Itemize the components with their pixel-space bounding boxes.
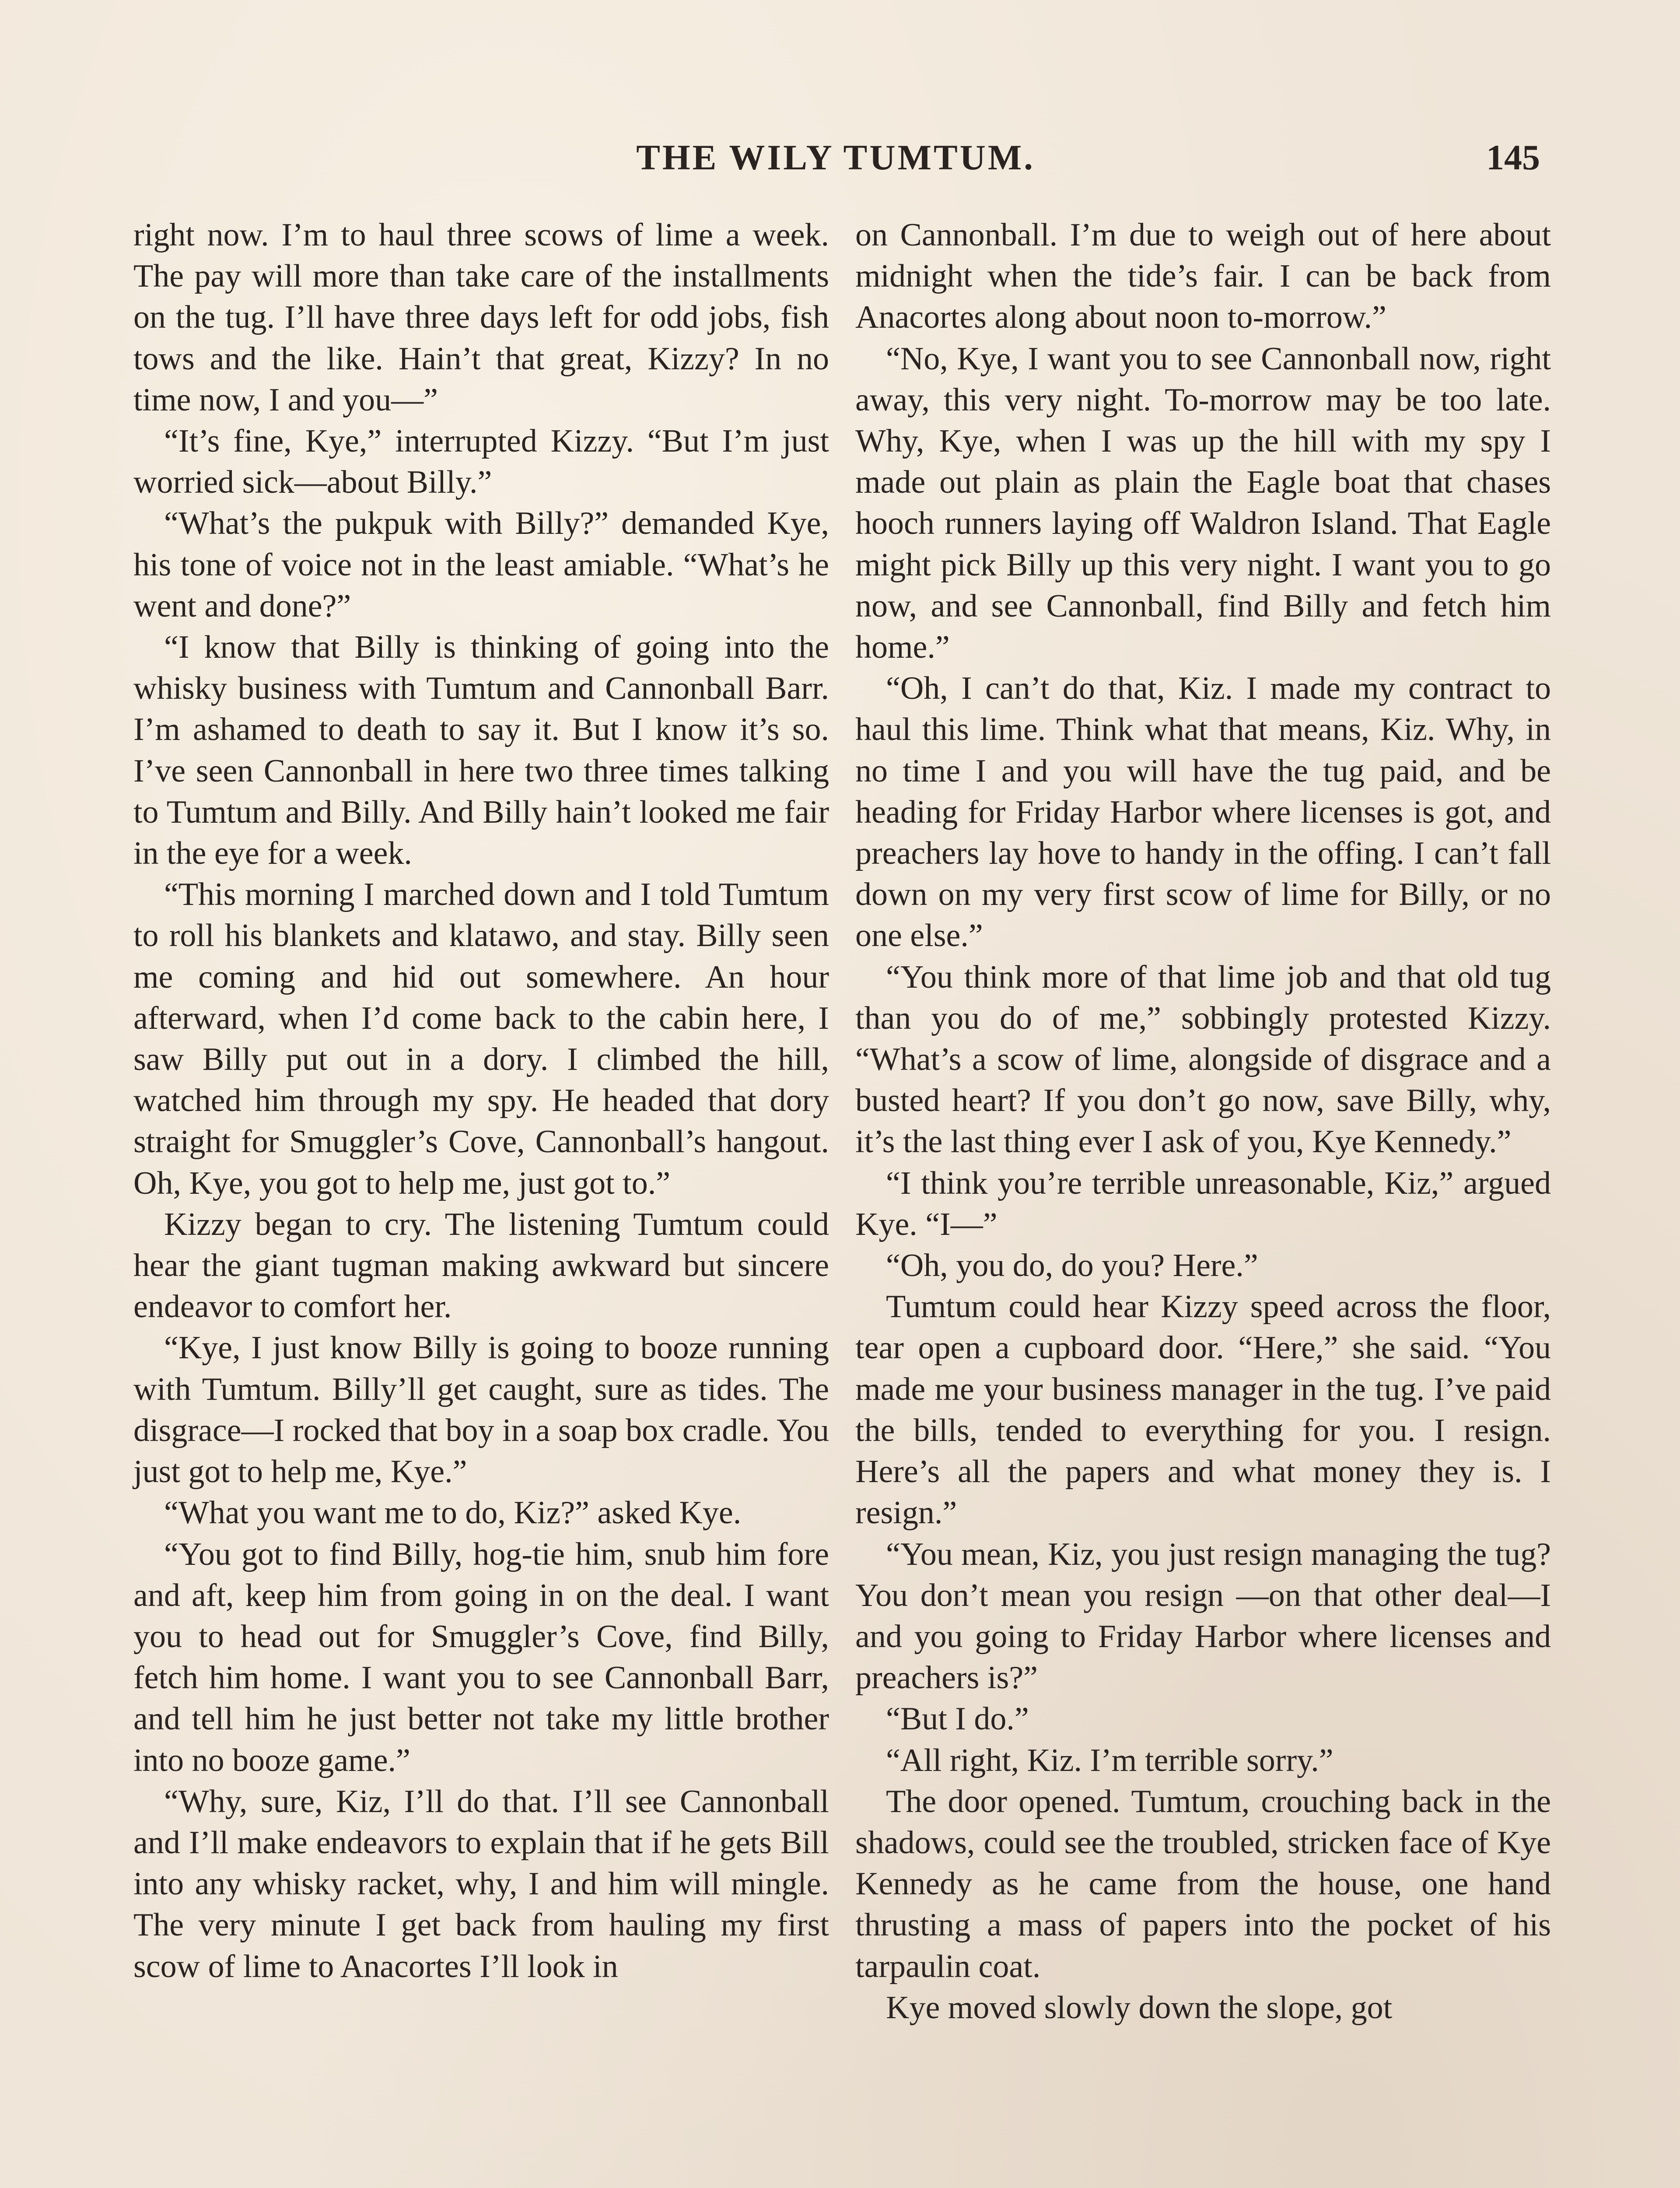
left-text-column — [133, 214, 829, 1987]
paragraph: “This morning I marched down and I told Tumtum to roll his blankets and klatawo, and stay. Billy seen me coming and hid out somewhere. An hour afterward, when I’d come back to the cabin here, I saw Billy put out in a dory. I climbed the hill, watched him through my spy. He headed that dory straight for Smuggler’s Cove, Cannonball’s hangout. Oh, Kye, you got to help me, just got to.” — [133, 877, 829, 1201]
paragraph: “You mean, Kiz, you just resign managing the tug? You don’t mean you resign —on that other deal—I and you going to Friday Harbor where licenses and preachers is?” — [855, 1536, 1551, 1696]
page-header — [131, 131, 1540, 184]
paragraph: right now. I’m to haul three scows of lime a week. The pay will more than take care of the installments on the tug. I’ll have three days left for odd jobs, fish tows and the like. Hain’t that great, Kizzy? In no time now, I and you—” — [133, 217, 829, 418]
page-number: 145 — [1486, 137, 1540, 177]
paragraph: “What’s the pukpuk with Billy?” demanded Kye, his tone of voice not in the least amiable. “What’s he went and done?” — [133, 505, 829, 624]
paragraph: “Oh, you do, do you? Here.” — [886, 1248, 1258, 1284]
paragraph: “I know that Billy is thinking of going into the whisky business with Tumtum and Cannonball Barr. I’m ashamed to death to say it. But I know it’s so. I’ve seen Cannonball in here two three times talking to Tumtum and Billy. And Billy hain’t looked me fair in the eye for a week. — [133, 629, 829, 872]
paragraph: “Kye, I just know Billy is going to booze running with Tumtum. Billy’ll get caught, sure as tides. The disgrace—I rocked that boy in a soap box cradle. You just got to help me, Kye.” — [133, 1330, 829, 1490]
paragraph: Tumtum could hear Kizzy speed across the floor, tear open a cupboard door. “Here,” she said. “You made me your business manager in the tug. I’ve paid the bills, tended to everything for you. I resign. Here’s all the papers and what money they is. I resign.” — [855, 1289, 1551, 1531]
paragraph: The door opened. Tumtum, crouching back in the shadows, could see the troubled, stricken face of Kye Kennedy as he came from the house, one hand thrusting a mass of papers into the pocket of his tarpaulin coat. — [855, 1783, 1551, 1985]
paragraph: Kye moved slowly down the slope, got — [886, 1989, 1393, 2026]
paragraph: “I think you’re terrible unreasonable, Kiz,” argued Kye. “I—” — [855, 1165, 1551, 1242]
running-title: THE WILY TUMTUM. — [636, 137, 1035, 177]
paragraph: “Why, sure, Kiz, I’ll do that. I’ll see Cannonball and I’ll make endeavors to explain that if he gets Bill into any whisky racket, why, I and him will mingle. The very minute I get back from hauling my first scow of lime to Anacortes I’ll look in — [133, 1783, 829, 1985]
paragraph: “But I do.” — [886, 1701, 1029, 1737]
paragraph: “You got to find Billy, hog-tie him, snub him fore and aft, keep him from going in on the deal. I want you to head out for Smuggler’s Cove, find Billy, fetch him home. I want you to see Cannonball Barr, and tell him he just better not take my little brother into no booze game.” — [133, 1536, 829, 1778]
paragraph: “All right, Kiz. I’m terrible sorry.” — [886, 1742, 1334, 1778]
paragraph: “Oh, I can’t do that, Kiz. I made my contract to haul this lime. Think what that means, Kiz. Why, in no time I and you will have the tug paid, and be heading for Friday Harbor where licenses is got, and preachers lay hove to handy in the offing. I can’t fall down on my very first scow of lime for Billy, or no one else.” — [855, 670, 1551, 954]
right-text-column — [855, 214, 1551, 2028]
paragraph: “What you want me to do, Kiz?” asked Kye. — [164, 1495, 742, 1531]
paragraph: “You think more of that lime job and that old tug than you do of me,” sobbingly protested Kizzy. “What’s a scow of lime, alongside of disgrace and a busted heart? If you don’t go now, save Billy, why, it’s the last thing ever I ask of you, Kye Kennedy.” — [855, 959, 1551, 1160]
paragraph: on Cannonball. I’m due to weigh out of here about midnight when the tide’s fair. I can be back from Anacortes along about noon to-morrow.” — [855, 217, 1551, 336]
paragraph: “No, Kye, I want you to see Cannonball now, right away, this very night. To-morrow may be too late. Why, Kye, when I was up the hill with my spy I made out plain as plain the Eagle boat that chases hooch runners laying off Waldron Island. That Eagle might pick Billy up this very night. I want you to go now, and see Cannonball, find Billy and fetch him home.” — [855, 340, 1551, 666]
paragraph: Kizzy began to cry. The listening Tumtum could hear the giant tugman making awkward but sincere endeavor to comfort her. — [133, 1206, 829, 1325]
paragraph: “It’s fine, Kye,” interrupted Kizzy. “But I’m just worried sick—about Billy.” — [133, 423, 829, 501]
